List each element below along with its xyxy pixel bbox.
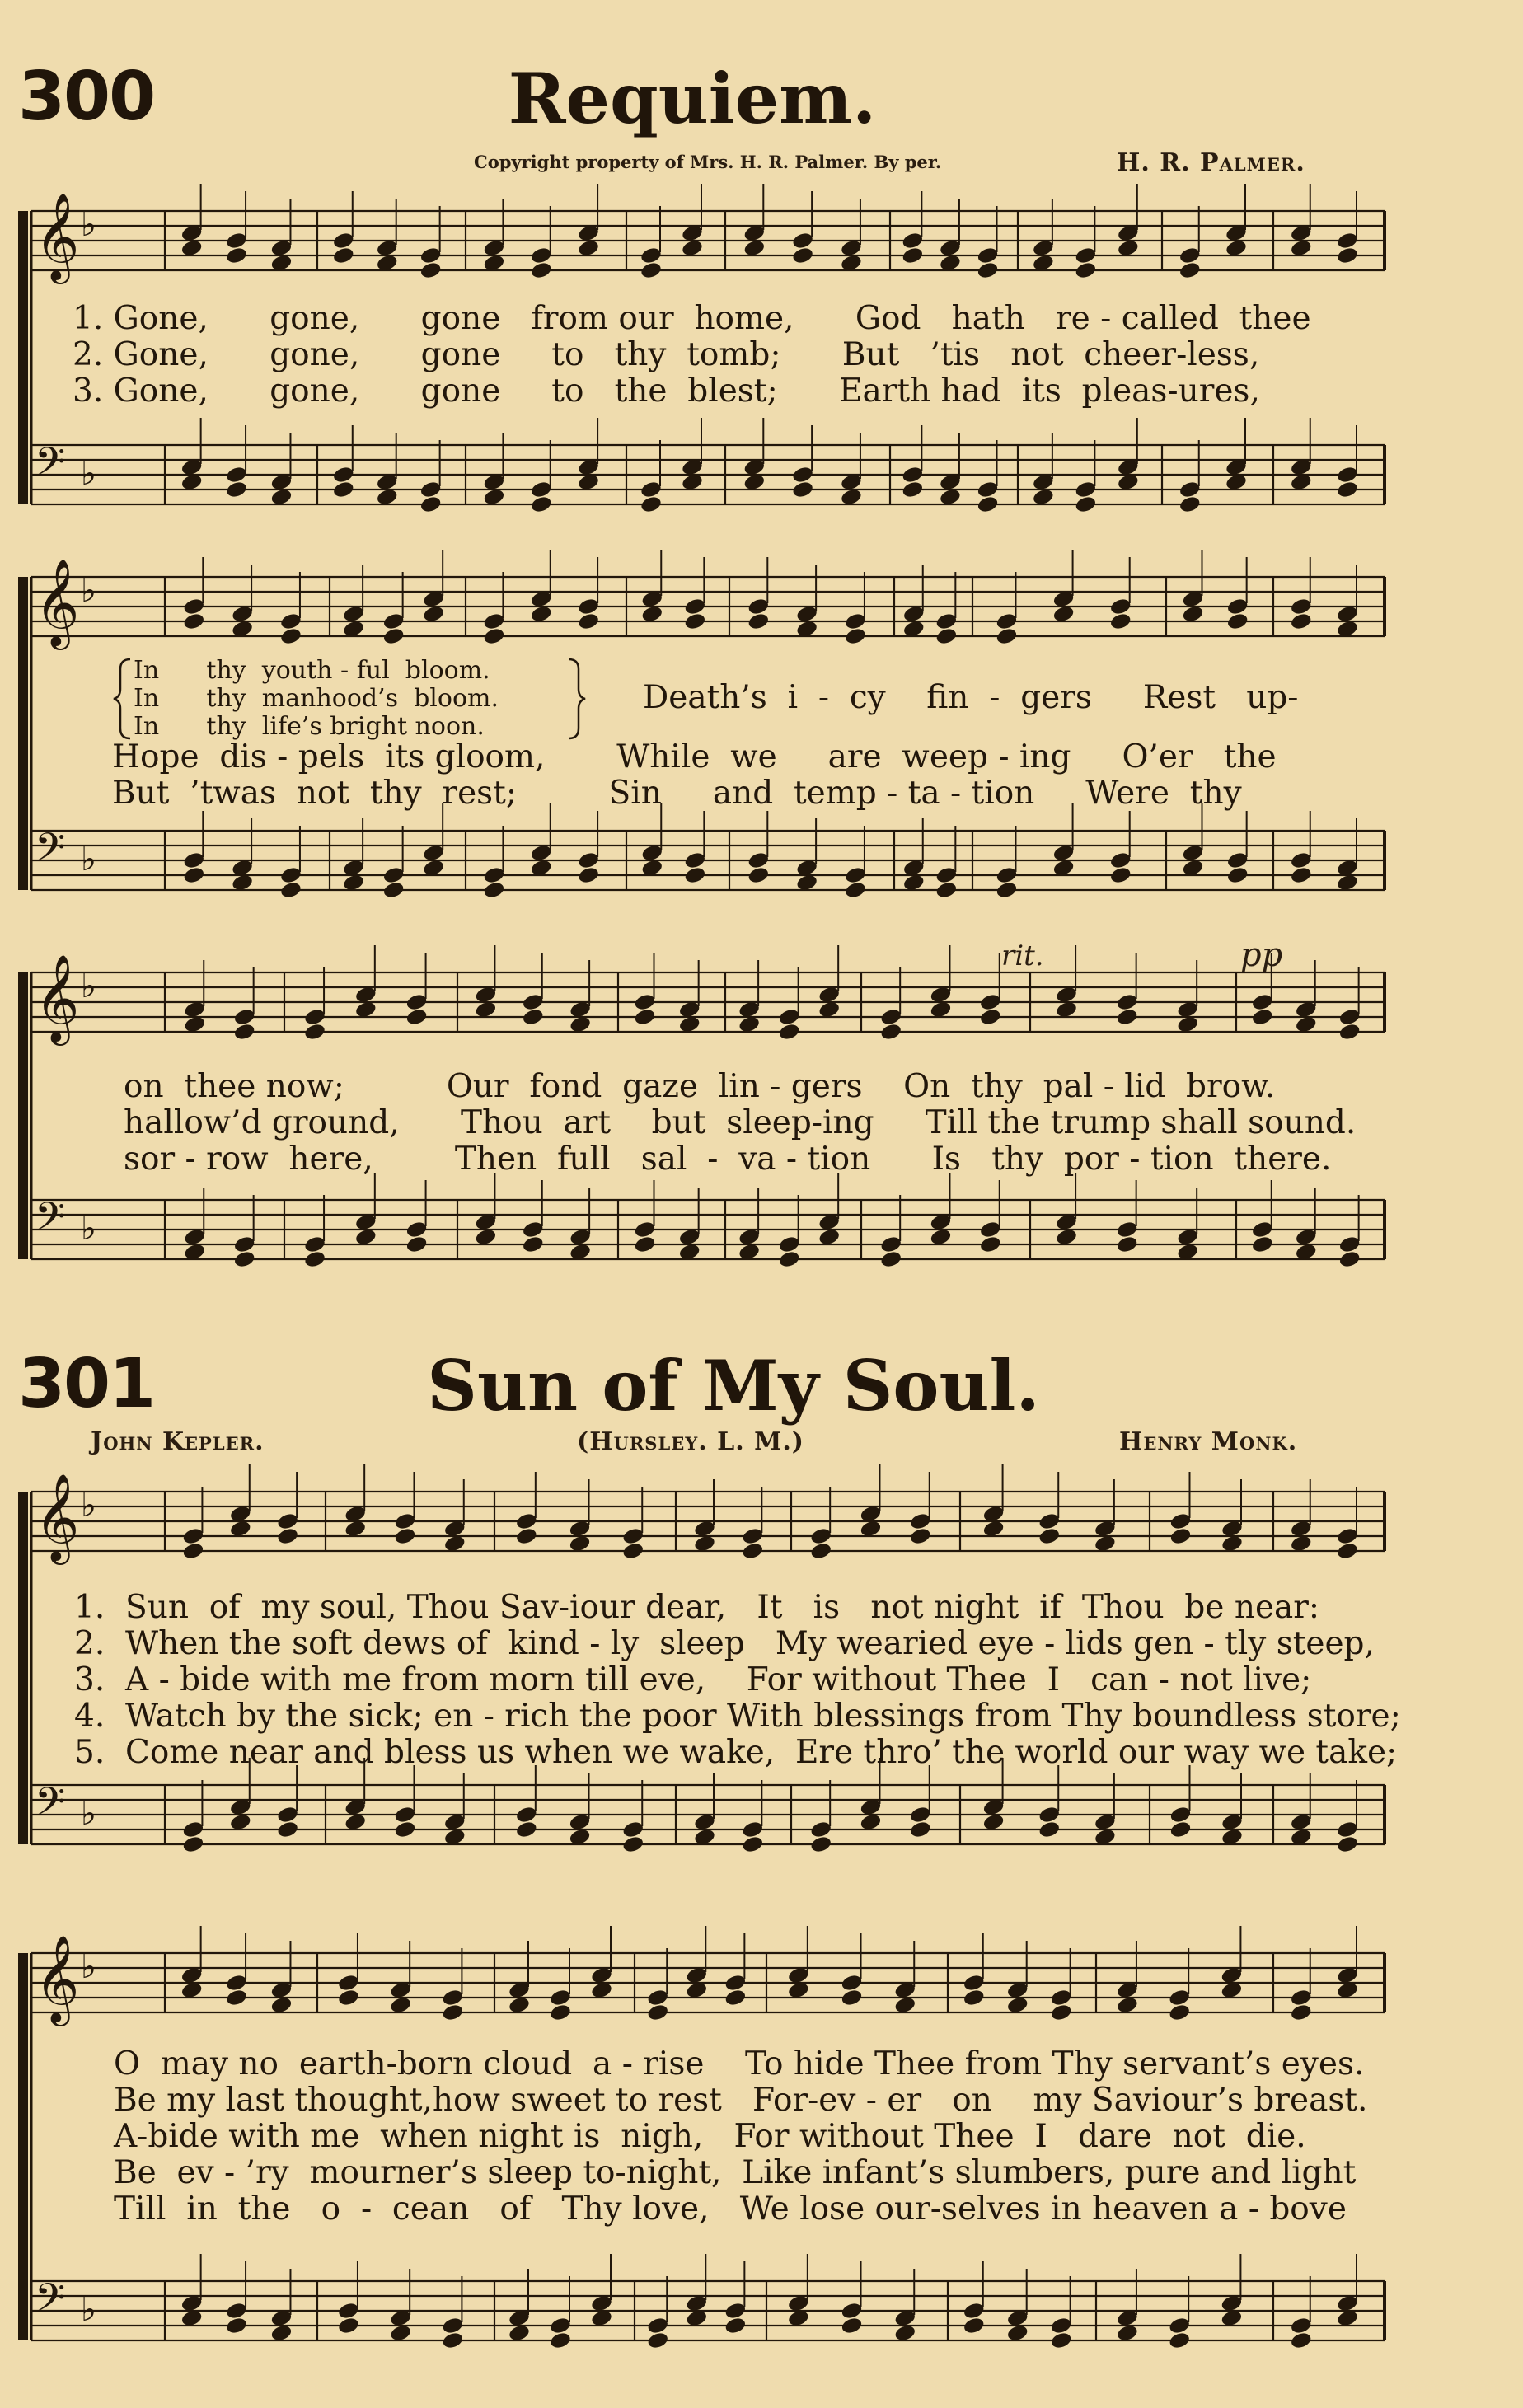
- note-head: [1074, 480, 1097, 499]
- note-head: [577, 597, 600, 616]
- note-head: [1116, 992, 1139, 1011]
- note-head: [1179, 260, 1202, 279]
- ritardando-mark: rit.: [1001, 939, 1044, 972]
- note-head: [1336, 465, 1359, 484]
- note-head: [577, 850, 600, 869]
- lyric-line: 3. A - bide with me from morn till eve, For without Thee I can - not live;: [74, 1661, 1312, 1698]
- note-head: [683, 597, 706, 616]
- note-head: [549, 2316, 572, 2335]
- note-head: [844, 865, 867, 884]
- note-head: [909, 1820, 932, 1839]
- note-head: [979, 1007, 1002, 1026]
- note-head: [901, 246, 924, 265]
- note-head: [809, 1541, 832, 1560]
- note-head: [1338, 1022, 1361, 1041]
- note-head: [844, 880, 867, 899]
- note-head: [1168, 2003, 1191, 2022]
- note-head: [640, 260, 663, 279]
- flat-icon: ♭: [81, 1487, 96, 1525]
- note-head: [977, 260, 1000, 279]
- note-head: [279, 611, 302, 630]
- note-head: [977, 246, 1000, 265]
- note-head: [1038, 1511, 1061, 1530]
- bracket-lyric: In thy manhood’s bloom.: [134, 684, 499, 713]
- note-head: [1290, 597, 1313, 616]
- bass-clef-icon: 𝄢: [35, 438, 66, 494]
- note-head: [747, 611, 770, 630]
- note-head: [530, 480, 553, 499]
- note-head: [405, 1220, 429, 1239]
- note-head: [522, 1234, 545, 1253]
- note-head: [276, 1511, 299, 1530]
- note-head: [935, 865, 958, 884]
- note-head: [778, 1007, 801, 1026]
- note-head: [233, 1022, 256, 1041]
- system-brace: [18, 972, 28, 1259]
- note-head: [646, 1988, 669, 2007]
- flat-icon: ♭: [81, 2291, 96, 2329]
- note-head: [1226, 611, 1249, 630]
- note-head: [530, 494, 553, 513]
- note-head: [844, 611, 867, 630]
- note-head: [879, 1249, 902, 1268]
- note-head: [633, 992, 656, 1011]
- hymn-number: 300: [18, 58, 155, 136]
- note-head: [778, 1022, 801, 1041]
- note-head: [901, 465, 924, 484]
- note-head: [382, 626, 405, 645]
- note-head: [901, 231, 924, 250]
- note-head: [530, 260, 553, 279]
- note-head: [1338, 1234, 1361, 1253]
- note-head: [515, 1805, 538, 1824]
- hymn-title: Requiem.: [508, 58, 877, 139]
- note-head: [337, 2301, 360, 2320]
- note-head: [909, 1511, 932, 1530]
- note-head: [182, 597, 205, 616]
- note-head: [633, 1234, 656, 1253]
- note-head: [225, 231, 248, 250]
- note-head: [549, 2331, 572, 2349]
- flat-icon: ♭: [81, 1795, 96, 1833]
- note-head: [1179, 480, 1202, 499]
- note-head: [621, 1541, 644, 1560]
- note-head: [778, 1234, 801, 1253]
- note-head: [419, 494, 443, 513]
- note-head: [977, 494, 1000, 513]
- note-head: [1179, 494, 1202, 513]
- note-head: [633, 1220, 656, 1239]
- bass-clef-icon: 𝄢: [35, 1778, 66, 1834]
- lyric-line: 5. Come near and bless us when we wake, Ere thro’ the world our way we take;: [74, 1734, 1398, 1771]
- note-head: [741, 1820, 764, 1839]
- lyric-line: sor - row here, Then full sal - va - tion Is thy por - tion there.: [124, 1141, 1332, 1178]
- note-head: [332, 480, 355, 499]
- note-head: [233, 1234, 256, 1253]
- pianissimo-mark: pp: [1240, 936, 1283, 974]
- note-head: [995, 611, 1018, 630]
- note-head: [1109, 611, 1132, 630]
- note-head: [1290, 2331, 1313, 2349]
- note-head: [337, 2316, 360, 2335]
- note-head: [909, 1526, 932, 1545]
- note-head: [791, 480, 814, 499]
- note-head: [225, 480, 248, 499]
- lyric-line: 4. Watch by the sick; en - rich the poor With blessings from Thy boundless store;: [74, 1698, 1401, 1735]
- note-head: [683, 850, 706, 869]
- treble-clef-icon: 𝄞: [35, 1934, 80, 2022]
- note-head: [1074, 260, 1097, 279]
- note-head: [182, 850, 205, 869]
- note-head: [1251, 992, 1274, 1011]
- note-head: [382, 880, 405, 899]
- note-head: [1251, 1220, 1274, 1239]
- note-head: [279, 865, 302, 884]
- flat-icon: ♭: [81, 841, 96, 878]
- flat-icon: ♭: [81, 1948, 96, 1986]
- note-head: [393, 1805, 416, 1824]
- note-head: [909, 1805, 932, 1824]
- note-head: [482, 880, 505, 899]
- composer-credit: H. R. Palmer.: [1117, 148, 1305, 177]
- copyright-note: Copyright property of Mrs. H. R. Palmer. By per.: [474, 152, 942, 172]
- note-head: [515, 1526, 538, 1545]
- note-head: [791, 246, 814, 265]
- note-head: [522, 1220, 545, 1239]
- note-head: [577, 865, 600, 884]
- note-head: [482, 865, 505, 884]
- note-head: [879, 1022, 902, 1041]
- note-head: [879, 1007, 902, 1026]
- bass-clef-icon: 𝄢: [35, 1193, 66, 1249]
- hymn-number: 301: [18, 1345, 155, 1423]
- note-head: [181, 1541, 204, 1560]
- flat-icon: ♭: [81, 572, 96, 610]
- system-brace: [18, 211, 28, 504]
- author-credit: John Kepler.: [91, 1427, 265, 1456]
- note-head: [303, 1234, 326, 1253]
- note-head: [995, 880, 1018, 899]
- lyric-line: A-bide with me when night is nigh, For without Thee I dare not die.: [114, 2118, 1306, 2155]
- note-head: [809, 1834, 832, 1853]
- flat-icon: ♭: [81, 455, 96, 493]
- note-head: [522, 992, 545, 1011]
- note-head: [303, 1022, 326, 1041]
- note-head: [1179, 246, 1202, 265]
- note-head: [405, 1234, 429, 1253]
- note-head: [1290, 1988, 1313, 2007]
- note-head: [419, 260, 443, 279]
- note-head: [935, 880, 958, 899]
- note-head: [1109, 865, 1132, 884]
- note-head: [1338, 1249, 1361, 1268]
- note-head: [979, 1220, 1002, 1239]
- note-head: [1038, 1820, 1061, 1839]
- treble-clef-icon: 𝄞: [35, 558, 80, 646]
- note-head: [977, 480, 1000, 499]
- note-head: [182, 611, 205, 630]
- note-head: [646, 2331, 669, 2349]
- note-head: [1290, 2003, 1313, 2022]
- note-head: [791, 465, 814, 484]
- lyric-line: 2. Gone, gone, gone to thy tomb; But ’tis not cheer-less,: [73, 336, 1260, 373]
- note-head: [1109, 597, 1132, 616]
- note-head: [441, 2316, 464, 2335]
- note-head: [276, 1526, 299, 1545]
- note-head: [303, 1007, 326, 1026]
- lyric-line: Be ev - ’ry mourner’s sleep to-night, Like infant’s slumbers, pure and light: [114, 2154, 1357, 2191]
- note-head: [724, 2316, 747, 2335]
- lyric-line: Be my last thought,how sweet to rest For-ev - er on my Saviour’s breast.: [114, 2082, 1368, 2119]
- note-head: [405, 992, 429, 1011]
- note-head: [332, 465, 355, 484]
- note-head: [979, 1234, 1002, 1253]
- note-head: [747, 865, 770, 884]
- note-head: [646, 2003, 669, 2022]
- note-head: [181, 1820, 204, 1839]
- note-head: [809, 1526, 832, 1545]
- note-head: [640, 494, 663, 513]
- note-head: [841, 2316, 864, 2335]
- note-head: [393, 1820, 416, 1839]
- note-head: [901, 480, 924, 499]
- note-head: [1290, 865, 1313, 884]
- note-head: [225, 1988, 248, 2007]
- composer-credit: Henry Monk.: [1119, 1427, 1298, 1456]
- lyric-line: 1. Gone, gone, gone from our home, God hath re - called thee: [73, 300, 1311, 337]
- note-head: [382, 611, 405, 630]
- note-head: [1251, 1007, 1274, 1026]
- note-head: [841, 1973, 864, 1992]
- note-head: [1336, 1834, 1359, 1853]
- note-head: [515, 1820, 538, 1839]
- note-head: [1338, 1007, 1361, 1026]
- note-head: [1169, 1511, 1192, 1530]
- note-head: [963, 1988, 986, 2007]
- note-head: [419, 246, 443, 265]
- note-head: [935, 626, 958, 645]
- note-head: [522, 1007, 545, 1026]
- note-head: [441, 2003, 464, 2022]
- note-head: [1050, 2331, 1073, 2349]
- lyric-line: Death’s i - cy fin - gers Rest up-: [643, 679, 1299, 716]
- note-head: [1226, 597, 1249, 616]
- note-head: [577, 611, 600, 630]
- system-brace: [18, 1492, 28, 1844]
- note-head: [683, 865, 706, 884]
- note-head: [515, 1511, 538, 1530]
- note-head: [879, 1234, 902, 1253]
- note-head: [1168, 2331, 1191, 2349]
- note-head: [979, 992, 1002, 1011]
- bracket-lyric: In thy youth - ful bloom.: [134, 656, 490, 685]
- bass-clef-icon: 𝄢: [35, 824, 66, 880]
- note-head: [233, 1007, 256, 1026]
- note-head: [646, 2316, 669, 2335]
- note-head: [181, 1834, 204, 1853]
- note-head: [393, 1511, 416, 1530]
- note-head: [841, 1988, 864, 2007]
- note-head: [621, 1834, 644, 1853]
- note-head: [441, 1988, 464, 2007]
- note-head: [1168, 2316, 1191, 2335]
- note-head: [225, 2301, 248, 2320]
- note-head: [1168, 1988, 1191, 2007]
- note-head: [778, 1249, 801, 1268]
- note-head: [530, 246, 553, 265]
- note-head: [482, 626, 505, 645]
- note-head: [1109, 850, 1132, 869]
- note-head: [337, 1973, 360, 1992]
- lyric-line: on thee now; Our fond gaze lin - gers On thy pal - lid brow.: [124, 1068, 1276, 1105]
- note-head: [844, 626, 867, 645]
- note-head: [1169, 1820, 1192, 1839]
- note-head: [633, 1007, 656, 1026]
- note-head: [1038, 1526, 1061, 1545]
- note-head: [791, 231, 814, 250]
- flat-icon: ♭: [81, 967, 96, 1005]
- note-head: [935, 611, 958, 630]
- treble-clef-icon: 𝄞: [35, 1473, 80, 1561]
- note-head: [441, 2331, 464, 2349]
- note-head: [1074, 246, 1097, 265]
- note-head: [1050, 1988, 1073, 2007]
- note-head: [1290, 611, 1313, 630]
- note-head: [549, 1988, 572, 2007]
- note-head: [1050, 2316, 1073, 2335]
- note-head: [1290, 2316, 1313, 2335]
- note-head: [276, 1820, 299, 1839]
- note-head: [233, 1249, 256, 1268]
- note-head: [181, 1526, 204, 1545]
- note-head: [1336, 1820, 1359, 1839]
- note-head: [995, 626, 1018, 645]
- note-head: [747, 850, 770, 869]
- flat-icon: ♭: [81, 1210, 96, 1248]
- note-head: [963, 1973, 986, 1992]
- note-head: [1336, 1526, 1359, 1545]
- bass-clef-icon: 𝄢: [35, 2274, 66, 2331]
- note-head: [1336, 246, 1359, 265]
- lyric-line: Hope dis - pels its gloom, While we are weep - ing O’er the: [112, 738, 1277, 775]
- note-head: [963, 2301, 986, 2320]
- note-head: [747, 597, 770, 616]
- lyric-line: Till in the o - cean of Thy love, We lose our-selves in heaven a - bove: [114, 2190, 1347, 2228]
- note-head: [332, 231, 355, 250]
- note-head: [741, 1541, 764, 1560]
- lyric-bracket-left: [114, 659, 130, 738]
- note-head: [1116, 1234, 1139, 1253]
- tune-name: (Hursley. L. M.): [577, 1427, 804, 1456]
- note-head: [995, 865, 1018, 884]
- note-head: [724, 2301, 747, 2320]
- note-head: [549, 2003, 572, 2022]
- note-head: [1336, 231, 1359, 250]
- note-head: [640, 480, 663, 499]
- note-head: [1116, 1007, 1139, 1026]
- note-head: [809, 1820, 832, 1839]
- note-head: [741, 1526, 764, 1545]
- note-head: [1169, 1526, 1192, 1545]
- note-head: [621, 1820, 644, 1839]
- note-head: [1336, 1541, 1359, 1560]
- system-brace: [18, 1953, 28, 2340]
- note-head: [337, 1988, 360, 2007]
- note-head: [1169, 1805, 1192, 1824]
- note-head: [1074, 494, 1097, 513]
- note-head: [724, 1973, 747, 1992]
- bracket-lyric: In thy life’s bright noon.: [134, 712, 485, 741]
- treble-clef-icon: 𝄞: [35, 953, 80, 1042]
- note-head: [276, 1805, 299, 1824]
- note-head: [419, 480, 443, 499]
- lyric-line: hallow’d ground, Thou art but sleep-ing Till the trump shall sound.: [124, 1104, 1357, 1141]
- note-head: [382, 865, 405, 884]
- note-head: [1038, 1805, 1061, 1824]
- hymn-title: Sun of My Soul.: [427, 1345, 1040, 1427]
- lyric-line: 3. Gone, gone, gone to the blest; Earth had its pleas-ures,: [73, 372, 1260, 410]
- note-head: [225, 1973, 248, 1992]
- note-head: [482, 611, 505, 630]
- note-head: [405, 1007, 429, 1026]
- lyric-line: 1. Sun of my soul, Thou Sav-iour dear, It is not night if Thou be near:: [74, 1589, 1320, 1626]
- note-head: [841, 2301, 864, 2320]
- note-head: [393, 1526, 416, 1545]
- note-head: [225, 246, 248, 265]
- lyric-line: 2. When the soft dews of kind - ly sleep My wearied eye - lids gen - tly steep,: [74, 1625, 1375, 1662]
- note-head: [279, 880, 302, 899]
- note-head: [332, 246, 355, 265]
- lyric-line: But ’twas not thy rest; Sin and temp - ta - tion Were thy: [112, 775, 1242, 812]
- note-head: [640, 246, 663, 265]
- note-head: [1050, 2003, 1073, 2022]
- note-head: [741, 1834, 764, 1853]
- note-head: [683, 611, 706, 630]
- system-brace: [18, 577, 28, 890]
- note-head: [1251, 1234, 1274, 1253]
- note-head: [963, 2316, 986, 2335]
- flat-icon: ♭: [81, 206, 96, 244]
- note-head: [182, 865, 205, 884]
- note-head: [724, 1988, 747, 2007]
- treble-clef-icon: 𝄞: [35, 192, 80, 280]
- note-head: [1226, 865, 1249, 884]
- note-head: [279, 626, 302, 645]
- note-head: [1290, 850, 1313, 869]
- note-head: [1116, 1220, 1139, 1239]
- note-head: [1226, 850, 1249, 869]
- note-head: [1336, 480, 1359, 499]
- note-head: [621, 1526, 644, 1545]
- note-head: [225, 465, 248, 484]
- note-head: [225, 2316, 248, 2335]
- lyric-line: O may no earth-born cloud a - rise To hide Thee from Thy servant’s eyes.: [114, 2045, 1365, 2082]
- note-head: [303, 1249, 326, 1268]
